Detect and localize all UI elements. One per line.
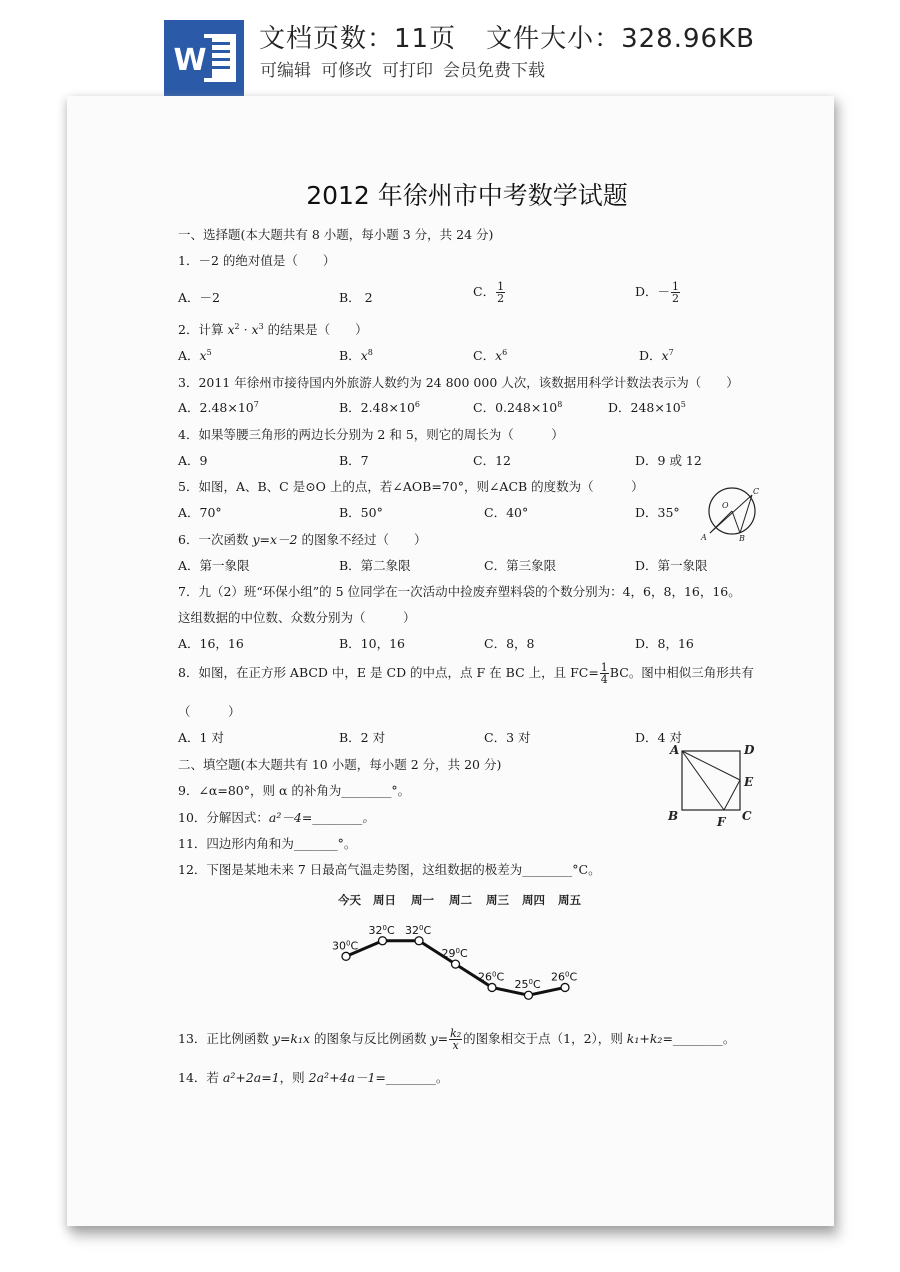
question-10: 10．分解因式：a²－4=________。 [178,810,375,825]
day-label-6: 周五 [558,893,581,907]
day-label-4: 周三 [486,893,509,907]
q6-option-d: D．第一象限 [635,558,708,573]
word-document-icon [164,20,244,96]
file-size: 文件大小：328.96KB [486,24,755,54]
label-f: F [717,815,726,829]
q2-option-b: B．$x^8$ [339,347,373,363]
question-12: 12．下图是某地未来 7 日最高气温走势图，这组数据的极差为________°C。 [178,862,601,877]
q5-option-b: B．50° [339,505,383,520]
q4-option-a: A．9 [178,453,208,468]
q3-option-b: B．$2.48\times 10^6$ [339,399,420,415]
q4-option-c: C．12 [473,453,511,468]
q3-option-a: A．$2.48\times 10^7$ [178,399,259,415]
q2-option-d: D．$x^7$ [639,347,674,363]
temperature-point [452,960,460,968]
question-5: 5．如图，A、B、C 是⊙O 上的点，若∠AOB=70°，则∠ACB 的度数为（ ） [178,479,644,494]
q1-option-a: A．－2 [178,290,220,305]
q7-option-b: B．10，16 [339,636,405,651]
q3-option-c: C．$0.248\times 10^8$ [473,399,563,415]
temperature-point [342,952,350,960]
label-a: A [701,533,707,542]
circle-figure [696,484,762,542]
section-fill-heading: 二、填空题(本大题共有 10 小题，每小题 2 分，共 20 分) [178,757,502,772]
day-label-0: 今天 [338,893,361,907]
question-3: 3．2011 年徐州市接待国内外旅游人数约为 24 800 000 人次，该数据用科学计数法表示为（ ） [178,375,739,390]
section-choice-heading: 一、选择题(本大题共有 8 小题，每小题 3 分，共 24 分) [178,227,494,242]
q8-option-b: B．2 对 [339,730,386,745]
q7-option-a: A．16，16 [178,636,244,651]
feature-printable: 可打印 [382,61,433,81]
question-4: 4．如果等腰三角形的两边长分别为 2 和 5，则它的周长为（ ） [178,427,564,442]
temperature-point [561,983,569,991]
q4-option-b: B．7 [339,453,369,468]
temperature-label: $32^0C$ [368,923,395,937]
q2-option-c: C．$x^6$ [473,347,508,363]
label-b: B [668,809,679,823]
q3-option-d: D．$248\times 10^5$ [608,399,686,415]
temperature-label: $30^0C$ [332,939,359,953]
question-6: 6．一次函数 y=x－2 的图象不经过（ ） [178,532,427,547]
file-info [259,18,755,55]
label-a: A [670,743,680,757]
q8-option-a: A．1 对 [178,730,224,745]
page-count: 文档页数：11页 [259,24,457,54]
temperature-label: $25^0C$ [514,978,541,992]
q8-option-d: D．4 对 [635,730,682,745]
temperature-line-chart [320,915,600,1015]
q5-option-c: C．40° [484,505,529,520]
temperature-point [488,983,496,991]
temperature-label: $26^0C$ [478,970,505,984]
feature-modifiable: 可修改 [321,61,372,81]
day-label-1: 周日 [373,893,396,907]
square-figure [666,740,762,832]
question-8-blank: （ ） [178,704,241,719]
temperature-point [415,937,423,945]
question-7-line-2: 这组数据的中位数、众数分别为（ ） [178,610,416,625]
q7-option-c: C．8，8 [484,636,535,651]
q1-option-c: C． $\frac{1}{2}$ [473,280,505,305]
question-13: 13．正比例函数 y=k₁x 的图象与反比例函数 y= $\frac{\text{k₂}}{x}$ 的图象相交于点（1，2），则 k₁+k₂=________。 [178,1027,736,1052]
q6-option-a: A．第一象限 [178,558,250,573]
q5-option-d: D．35° [635,505,680,520]
q1-option-d: D．－ $\frac{1}{2}$ [635,280,680,305]
feature-list [260,56,555,81]
day-label-3: 周二 [449,893,472,907]
q6-option-c: C．第三象限 [484,558,557,573]
q1-option-b: B． 2 [339,290,373,305]
temperature-label: $32^0C$ [405,923,432,937]
word-logo-letter: W [173,43,207,78]
label-c: C [742,809,752,823]
label-o: O [722,501,729,510]
feature-editable: 可编辑 [260,61,311,81]
feature-member-download[interactable]: 会员免费下载 [443,61,545,81]
day-label-2: 周一 [411,893,434,907]
question-8: 8．如图，在正方形 ABCD 中，E 是 CD 的中点，点 F 在 BC 上，且 FC= $\frac{1}{4}$ BC。图中相似三角形共有 [178,661,754,686]
q6-option-b: B．第二象限 [339,558,411,573]
temperature-label: $29^0C$ [441,947,468,961]
question-2: 2．计算 $x^2 \cdot x^3$ 的结果是（ ） [178,321,368,337]
question-7-line-1: 7．九（2）班“环保小组”的 5 位同学在一次活动中捡废弃塑料袋的个数分别为：4，6，8，16，16。 [178,584,741,599]
question-1: 1．－2 的绝对值是（ ） [178,253,336,268]
label-b: B [739,534,745,542]
question-11: 11．四边形内角和为_______°。 [178,836,357,851]
question-14: 14．若 a²+2a=1，则 2a²+4a－1=________。 [178,1070,449,1085]
question-9: 9．∠α=80°，则 α 的补角为________°。 [178,783,411,798]
label-e: E [744,775,754,789]
temperature-point [379,937,387,945]
label-d: D [744,743,755,757]
q5-option-a: A．70° [178,505,222,520]
q7-option-d: D．8，16 [635,636,694,651]
document-title: 2012 年徐州市中考数学试题 [306,181,628,210]
q4-option-d: D．9 或 12 [635,453,702,468]
day-label-5: 周四 [522,893,545,907]
q8-option-c: C．3 对 [484,730,531,745]
temperature-point [525,991,533,999]
download-banner [0,0,900,95]
q2-option-a: A．$x^5$ [178,347,212,363]
temperature-label: $26^0C$ [551,970,578,984]
label-c: C [753,487,760,496]
